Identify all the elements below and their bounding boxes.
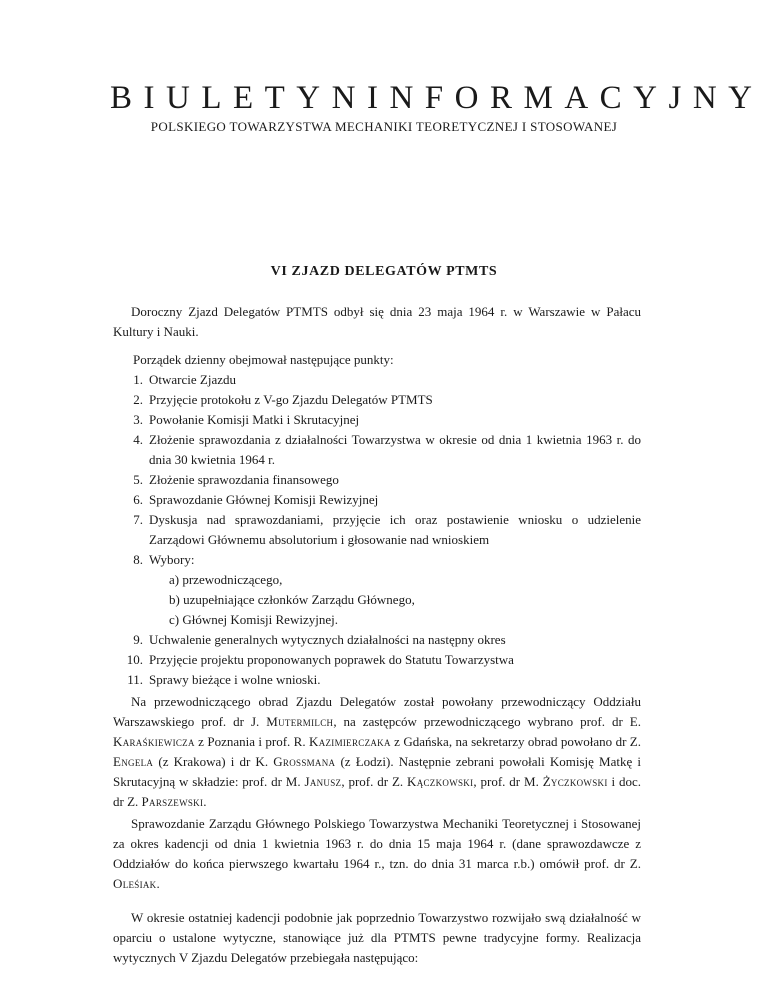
agenda-item: 2. Przyjęcie protokołu z V-go Zjazdu Delegatów PTMTS <box>133 392 433 407</box>
agenda-list <box>113 370 641 690</box>
agenda-item: 10. Przyjęcie projektu proponowanych poprawek do Statutu Towarzystwa <box>126 652 514 667</box>
agenda-subitem: b) uzupełniające członków Zarządu Głównego, <box>169 592 415 607</box>
agenda-item: 1. Otwarcie Zjazdu <box>133 372 236 387</box>
agenda-item: 4. Złożenie sprawozdania z działalności Towarzystwa w okresie od dnia 1 kwietnia 1963 r. do dnia 30 kwietnia 1964 r. <box>133 432 641 467</box>
article-body <box>113 302 641 968</box>
agenda-item: 8. Wybory: a) przewodniczącego, b) uzupełniające członków Zarządu Głównego, c) Głównej Komisji Rewizyjnej. <box>113 550 641 630</box>
agenda-subitem: c) Głównej Komisji Rewizyjnej. <box>169 612 338 627</box>
person-name: Karaśkiewicza <box>113 734 195 749</box>
masthead-subtitle: POLSKIEGO TOWARZYSTWA MECHANIKI TEORETYCZNEJ I STOSOWANEJ <box>150 119 618 134</box>
agenda-item: 5. Złożenie sprawozdania finansowego <box>133 472 339 487</box>
person-name: Janusz <box>304 774 342 789</box>
report-paragraph: Sprawozdanie Zarządu Głównego Polskiego Towarzystwa Mechaniki Teoretycznej i Stosowanej za okres kadencji od dnia 1 kwietnia 1963 r. do dnia 15 maja 1964 r. (dane sprawozdawcze z Oddziałów do końca pierwszego kwartału 1964 r., tzn. do dnia 31 marca r.b.) omówił prof. dr Z. Oleśiak. <box>113 816 641 891</box>
person-name: Engela <box>113 754 154 769</box>
agenda-subitem: a) przewodniczącego, <box>169 572 283 587</box>
masthead-title <box>110 78 764 118</box>
person-name: Oleśiak <box>113 876 157 891</box>
person-name: Mutermilch <box>266 714 334 729</box>
agenda-sublist <box>149 570 641 630</box>
intro-paragraph: Doroczny Zjazd Delegatów PTMTS odbył się dnia 23 maja 1964 r. w Warszawie w Pałacu Kultury i Nauki. <box>113 304 641 339</box>
section-heading: VI ZJAZD DELEGATÓW PTMTS <box>270 264 498 279</box>
person-name: Życzkowski <box>542 774 608 789</box>
masthead-word-1: BIULETYN <box>110 80 367 116</box>
agenda-item: 6. Sprawozdanie Głównej Komisji Rewizyjnej <box>133 492 379 507</box>
agenda-item: 11. Sprawy bieżące i wolne wnioski. <box>127 672 321 687</box>
person-name: Kazimierczaka <box>309 734 391 749</box>
person-name: Grossmana <box>273 754 336 769</box>
agenda-intro: Porządek dzienny obejmował następujące punkty: <box>133 352 394 367</box>
chair-paragraph: Na przewodniczącego obrad Zjazdu Delegatów został powołany przewodniczący Oddziału Warszawskiego prof. dr J. Mutermilch, na zastępców przewodniczącego wybrano prof. dr E. Karaśkiewicza z Poznania i prof. R. Kazimierczaka z Gdańska, na sekretarzy obrad powołano dr Z. Engela (z Krakowa) i dr K. Grossmana (z Łodzi). Następnie zebrani powołali Komisję Matkę i Skrutacyjną w składzie: prof. dr M. Janusz, prof. dr Z. Kączkowski, prof. dr M. Życzkowski i doc. dr Z. Parszewski. <box>113 694 642 809</box>
person-name: Kączkowski <box>407 774 474 789</box>
agenda-item: 9. Uchwalenie generalnych wytycznych działalności na następny okres <box>133 632 506 647</box>
agenda-item: 7. Dyskusja nad sprawozdaniami, przyjęcie ich oraz postawienie wniosku o udzielenie Zarządowi Głównemu absolutorium i głosowanie nad wnioskiem <box>133 512 641 547</box>
agenda-item: 3. Powołanie Komisji Matki i Skrutacyjnej <box>133 412 360 427</box>
person-name: Parszewski <box>141 794 204 809</box>
closing-paragraph: W okresie ostatniej kadencji podobnie jak poprzednio Towarzystwo rozwijało swą działalność w oparciu o ustalone wytyczne, stanowiące już dla PTMTS pewne tradycyjne formy. Realizacja wytycznych V Zjazdu Delegatów przebiegała następująco: <box>113 910 641 965</box>
masthead-word-2: INFORMACYJNY <box>366 80 764 116</box>
